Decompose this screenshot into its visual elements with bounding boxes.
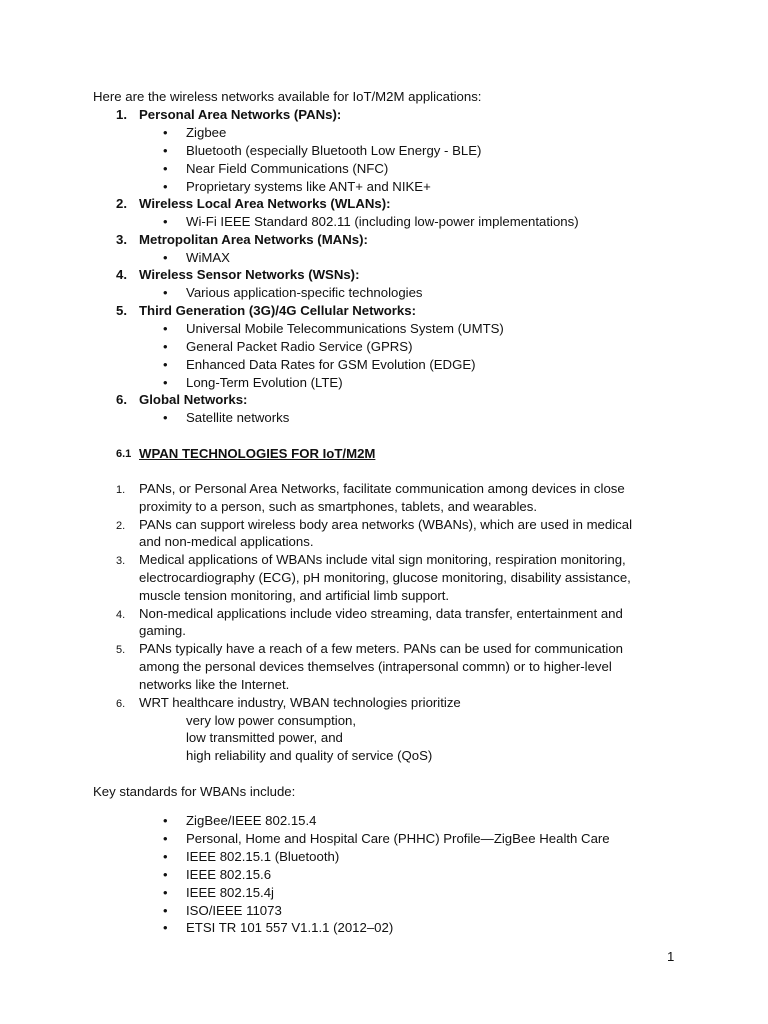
point-text: gaming. — [139, 623, 186, 638]
network-title: Wireless Local Area Networks (WLANs): — [139, 196, 391, 211]
network-title: Wireless Sensor Networks (WSNs): — [139, 267, 360, 282]
bullet-icon: • — [163, 357, 168, 372]
network-number: 3. — [116, 232, 127, 247]
network-item: Bluetooth (especially Bluetooth Low Energy - BLE) — [186, 143, 482, 158]
bullet-icon: • — [163, 214, 168, 229]
standard-item: ISO/IEEE 11073 — [186, 903, 282, 918]
network-item: Satellite networks — [186, 410, 290, 425]
point-number: 4. — [116, 609, 126, 621]
bullet-icon: • — [163, 339, 168, 354]
point-text: PANs typically have a reach of a few meters. PANs can be used for communication — [139, 641, 624, 656]
page-number: 1 — [667, 949, 675, 964]
priority-item: high reliability and quality of service (QoS) — [186, 748, 433, 763]
bullet-icon: • — [163, 161, 168, 176]
network-item: Wi-Fi IEEE Standard 802.11 (including low-power implementations) — [186, 214, 579, 229]
bullet-icon: • — [163, 813, 168, 828]
standard-item: ZigBee/IEEE 802.15.4 — [186, 813, 317, 828]
point-number: 6. — [116, 698, 126, 710]
bullet-icon: • — [163, 920, 168, 935]
bullet-icon: • — [163, 410, 168, 425]
bullet-icon: • — [163, 143, 168, 158]
priority-item: very low power consumption, — [186, 713, 357, 728]
standard-item: IEEE 802.15.1 (Bluetooth) — [186, 849, 340, 864]
network-item: Zigbee — [186, 125, 227, 140]
bullet-icon: • — [163, 321, 168, 336]
network-item: Various application-specific technologies — [186, 285, 423, 300]
network-title: Personal Area Networks (PANs): — [139, 107, 342, 122]
bullet-icon: • — [163, 285, 168, 300]
bullet-icon: • — [163, 849, 168, 864]
bullet-icon: • — [163, 831, 168, 846]
network-title: Third Generation (3G)/4G Cellular Networks: — [139, 303, 416, 318]
network-item: Long-Term Evolution (LTE) — [186, 375, 343, 390]
point-text: and non-medical applications. — [139, 534, 314, 549]
point-text: Medical applications of WBANs include vital sign monitoring, respiration monitoring, — [139, 552, 626, 567]
network-item: General Packet Radio Service (GPRS) — [186, 339, 413, 354]
point-text: Non-medical applications include video streaming, data transfer, entertainment and — [139, 606, 623, 621]
standard-item: Personal, Home and Hospital Care (PHHC) Profile—ZigBee Health Care — [186, 831, 610, 846]
bullet-icon: • — [163, 867, 168, 882]
point-number: 2. — [116, 520, 126, 532]
network-item: Proprietary systems like ANT+ and NIKE+ — [186, 179, 431, 194]
network-item: Enhanced Data Rates for GSM Evolution (EDGE) — [186, 357, 476, 372]
network-title: Metropolitan Area Networks (MANs): — [139, 232, 368, 247]
point-text: muscle tension monitoring, and artificial limb support. — [139, 588, 450, 603]
section-number: 6.1 — [116, 448, 132, 460]
standard-item: IEEE 802.15.6 — [186, 867, 272, 882]
intro-text: Here are the wireless networks available for IoT/M2M applications: — [93, 89, 482, 104]
bullet-icon: • — [163, 375, 168, 390]
standards-heading: Key standards for WBANs include: — [93, 784, 296, 799]
point-text: among the personal devices themselves (intrapersonal commn) or to higher-level — [139, 659, 612, 674]
point-text: PANs can support wireless body area networks (WBANs), which are used in medical — [139, 517, 633, 532]
point-text: networks like the Internet. — [139, 677, 290, 692]
section-title: WPAN TECHNOLOGIES FOR IoT/M2M — [139, 446, 376, 461]
bullet-icon: • — [163, 125, 168, 140]
bullet-icon: • — [163, 903, 168, 918]
point-text: electrocardiography (ECG), pH monitoring, glucose monitoring, disability assistance, — [139, 570, 631, 585]
network-number: 1. — [116, 107, 127, 122]
bullet-icon: • — [163, 179, 168, 194]
network-item: Near Field Communications (NFC) — [186, 161, 389, 176]
network-item: WiMAX — [186, 250, 230, 265]
point-text: proximity to a person, such as smartphones, tablets, and wearables. — [139, 499, 538, 514]
network-title: Global Networks: — [139, 392, 248, 407]
point-number: 3. — [116, 555, 126, 567]
bullet-icon: • — [163, 885, 168, 900]
network-number: 2. — [116, 196, 127, 211]
network-item: Universal Mobile Telecommunications System (UMTS) — [186, 321, 504, 336]
priority-item: low transmitted power, and — [186, 730, 343, 745]
point-number: 1. — [116, 484, 126, 496]
standard-item: ETSI TR 101 557 V1.1.1 (2012–02) — [186, 920, 394, 935]
standard-item: IEEE 802.15.4j — [186, 885, 274, 900]
point-number: 5. — [116, 644, 126, 656]
point-text: WRT healthcare industry, WBAN technologies prioritize — [139, 695, 461, 710]
network-number: 6. — [116, 392, 127, 407]
network-number: 4. — [116, 267, 127, 282]
network-number: 5. — [116, 303, 127, 318]
point-text: PANs, or Personal Area Networks, facilitate communication among devices in close — [139, 481, 625, 496]
bullet-icon: • — [163, 250, 168, 265]
